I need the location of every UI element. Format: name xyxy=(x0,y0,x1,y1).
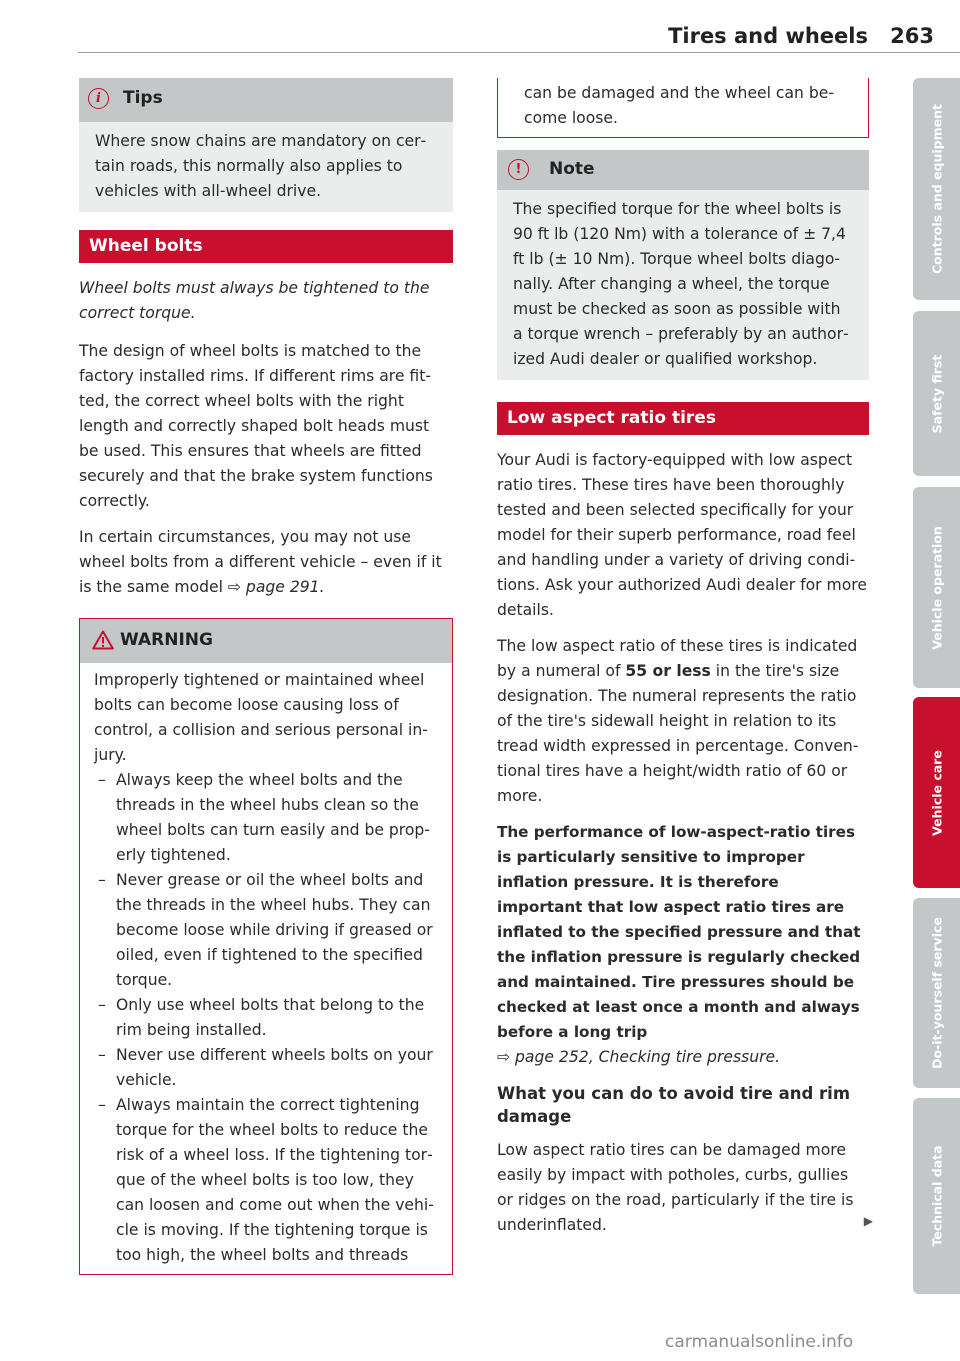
low-aspect-para2 xyxy=(497,634,869,809)
running-header-title: Tires and wheels xyxy=(668,24,868,48)
low-aspect-para2-text: The low aspect ratio of these tires is indicated by a numeral of xyxy=(497,637,858,680)
right-column xyxy=(497,78,873,1249)
warning-triangle-icon xyxy=(92,630,114,654)
low-aspect-para3 xyxy=(497,1138,873,1238)
warning-item-text: Always keep the wheel bolts and the threads in the wheel hubs clean so the wheel bolts can turn easily and be properly tightened. xyxy=(116,771,430,864)
warning-item-text: Never grease or oil the wheel bolts and the threads in the wheel hubs. They can become loose while driving if greased or oiled, even if tightened to the specified torque. xyxy=(116,871,433,989)
warning-box xyxy=(79,618,453,1275)
warning-list-item: – Always keep the wheel bolts and the threads in the wheel hubs clean so the wheel bolts can turn easily and be properly tightened. xyxy=(98,771,430,864)
tab-label: Vehicle care xyxy=(929,749,944,836)
section-heading-wheel-bolts: Wheel bolts xyxy=(79,230,453,263)
wheel-bolts-lead: Wheel bolts must always be tightened to the correct torque. xyxy=(79,279,430,322)
warning-label: WARNING xyxy=(120,630,213,650)
page-number: 263 xyxy=(890,24,934,48)
note-label: Note xyxy=(549,159,595,179)
tab-do-it-yourself-service[interactable] xyxy=(913,898,960,1088)
warning-list-item: – Always maintain the correct tightening torque for the wheel bolts to reduce the risk of a wheel loss. If the tightening torque of the wheel bolts is too low, they can loosen and come out when the vehicle is moving. If the tightening torque is too high, the wheel bolts and threads xyxy=(98,1096,434,1264)
tab-label: Controls and equipment xyxy=(929,103,944,275)
warning-item-text: Only use wheel bolts that belong to the rim being installed. xyxy=(116,996,425,1039)
warning-list-item: – Never use different wheels bolts on your vehicle. xyxy=(98,1046,433,1089)
page-reference-link[interactable]: ⇨ page 252, Checking tire pressure. xyxy=(497,1048,781,1066)
tab-label: Do-it-yourself service xyxy=(929,917,944,1069)
warning-item-text: Always maintain the correct tightening torque for the wheel bolts to reduce the risk of a wheel loss. If the tightening torque of the wheel bolts is too low, they can loosen and come out when the vehicle is moving. If the tightening torque is too high, the wheel bolts and threads xyxy=(116,1096,434,1264)
low-aspect-emphasis: 55 or less xyxy=(625,662,711,680)
tab-vehicle-operation[interactable] xyxy=(913,487,960,688)
warning-list-item: – Never grease or oil the wheel bolts and the threads in the wheel hubs. They can become loose while driving if greased or oiled, even if tightened to the specified torque. xyxy=(98,871,433,989)
note-body: The specified torque for the wheel bolts is 90 ft lb (120 Nm) with a tolerance of ± 7,4 ft lb (± 10 Nm). Torque wheel bolts diagonally. After changing a wheel, the torque must be checked as soon as possible with a torque wrench – preferably by an authorized Audi dealer or qualified workshop. xyxy=(513,200,849,368)
low-aspect-para1: Your Audi is factory-equipped with low aspect ratio tires. These tires have been thoroughly tested and been selected specifically for your model for their superb performance, road feel and handling under a variety of driving conditions. Ask your authorized Audi dealer for more details. xyxy=(497,451,867,619)
warning-item-text: Never use different wheels bolts on your vehicle. xyxy=(116,1046,433,1089)
watermark: carmanualsonline.info xyxy=(665,1332,854,1352)
note-header xyxy=(497,150,869,190)
warning-list xyxy=(94,768,438,1268)
inflation-bold-para: The performance of low-aspect-ratio tires is particularly sensitive to improper inflation pressure. It is therefore important that low aspect ratio tires are inflated to the specified pressure and that the inflation pressure is regularly checked and maintained. Tire pressures should be checked at least once a month and always before a long trip xyxy=(497,823,861,1041)
info-icon: i xyxy=(88,88,109,109)
page-reference-link[interactable]: ⇨ page 291. xyxy=(227,578,325,596)
low-aspect-para3-text: Low aspect ratio tires can be damaged more easily by impact with potholes, curbs, gullies or ridges on the road, particularly if the tire is underinflated. xyxy=(497,1141,854,1234)
left-column xyxy=(79,78,453,1275)
wheel-bolts-para2-text: In certain circumstances, you may not use wheel bolts from a different vehicle – even if it is the same model xyxy=(79,528,442,596)
exclamation-circle-icon: ! xyxy=(508,159,529,180)
warning-header xyxy=(80,619,452,663)
tips-header xyxy=(79,78,453,122)
tab-label: Safety first xyxy=(929,354,944,433)
warning-continuation: can be damaged and the wheel can become loose. xyxy=(497,78,869,138)
tips-body: Where snow chains are mandatory on certain roads, this normally also applies to vehicles with all-wheel drive. xyxy=(95,132,427,200)
page-header xyxy=(78,18,960,53)
section-heading-low-aspect: Low aspect ratio tires xyxy=(497,402,869,435)
warning-intro: Improperly tightened or maintained wheel bolts can become loose causing loss of control, a collision and serious personal injury. xyxy=(94,671,428,764)
low-aspect-para2-text-cont: in the tire's size designation. The numeral represents the ratio of the tire's sidewall height in relation to its tread width expressed in percentage. Conventional tires have a height/width ratio of 60 or more. xyxy=(497,662,859,805)
tab-controls-and-equipment[interactable] xyxy=(913,78,960,300)
tips-box xyxy=(79,78,453,212)
tab-safety-first[interactable] xyxy=(913,311,960,476)
note-box xyxy=(497,150,869,380)
tips-label: Tips xyxy=(123,88,163,108)
continue-arrow-icon: ▶ xyxy=(863,1214,873,1228)
wheel-bolts-para2 xyxy=(79,525,453,600)
subheading-avoid-damage: What you can do to avoid tire and rim damage xyxy=(497,1084,851,1126)
warning-list-item: – Only use wheel bolts that belong to the rim being installed. xyxy=(98,996,425,1039)
tab-technical-data[interactable] xyxy=(913,1098,960,1294)
tab-label: Vehicle operation xyxy=(929,525,944,650)
tab-label: Technical data xyxy=(929,1145,944,1247)
tab-vehicle-care[interactable] xyxy=(913,697,960,888)
wheel-bolts-para1: The design of wheel bolts is matched to the factory installed rims. If different rims are fitted, the correct wheel bolts with the right length and correctly shaped bolt heads must be used. This ensures that wheels are fitted securely and that the brake system functions correctly. xyxy=(79,342,433,510)
warning-body xyxy=(80,663,452,1274)
